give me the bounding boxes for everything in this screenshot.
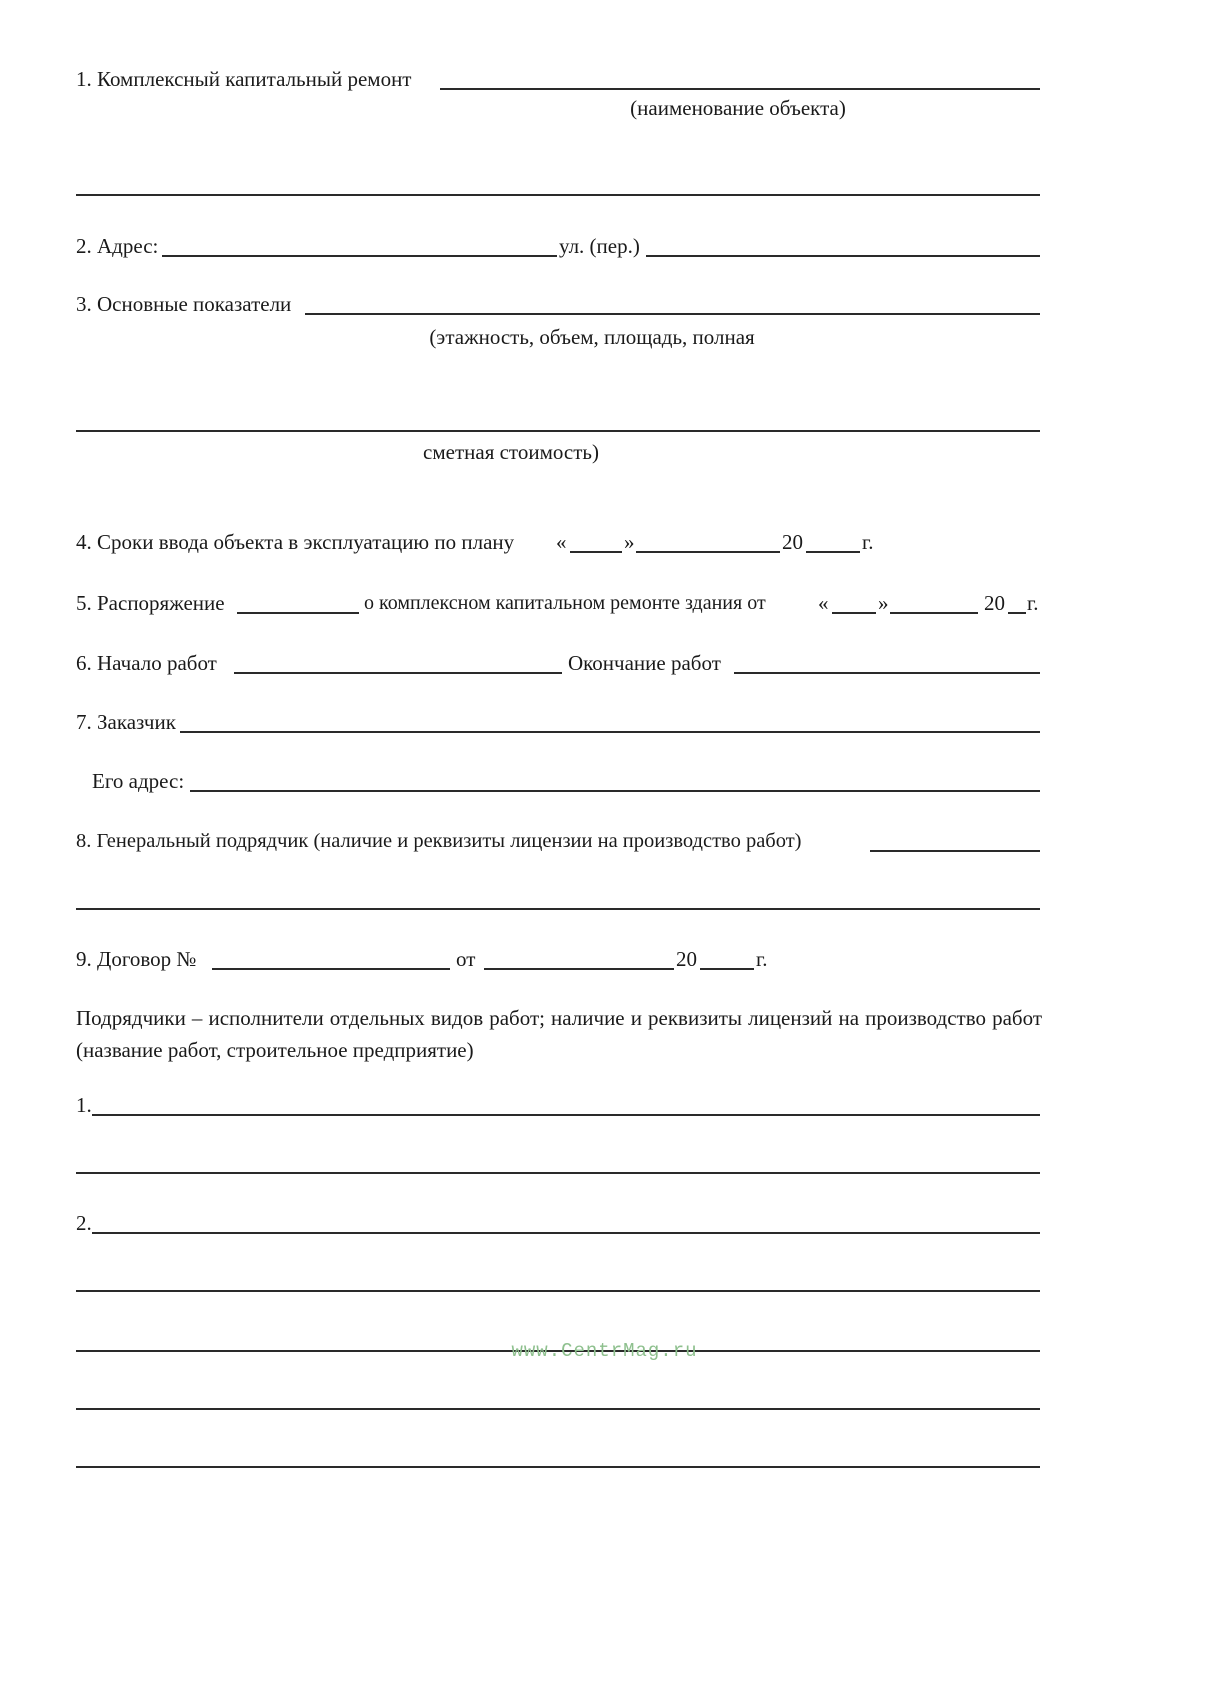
contractor-entry-2-label: 2.: [76, 1211, 92, 1235]
contract-number-field[interactable]: [212, 968, 450, 970]
contractor-entry-2-field[interactable]: [92, 1232, 1040, 1234]
order-middle-text: о комплексном капитальном ремонте здания от: [364, 592, 766, 614]
estimate-caption: сметная стоимость): [423, 440, 599, 464]
quote-close: »: [878, 591, 889, 615]
address-label: 2. Адрес:: [76, 234, 159, 258]
contractor-entry-1-field[interactable]: [92, 1114, 1040, 1116]
customer-address-field[interactable]: [190, 790, 1040, 792]
order-year-field[interactable]: [1008, 612, 1026, 614]
order-day-field[interactable]: [832, 612, 876, 614]
watermark: www.CentrMag.ru: [511, 1340, 698, 1362]
year-suffix: г.: [756, 947, 768, 971]
customer-field[interactable]: [180, 731, 1040, 733]
contract-year-field[interactable]: [700, 968, 754, 970]
address-field[interactable]: [162, 255, 557, 257]
commissioning-label: 4. Сроки ввода объекта в эксплуатацию по плану: [76, 530, 515, 554]
order-month-field[interactable]: [890, 612, 978, 614]
year-prefix: 20: [676, 947, 697, 971]
year-suffix: г.: [862, 530, 874, 554]
object-name-field[interactable]: [440, 88, 1040, 90]
work-end-label: Окончание работ: [568, 651, 721, 675]
general-contractor-field-continued[interactable]: [76, 908, 1040, 910]
contract-label: 9. Договор №: [76, 947, 197, 971]
contractor-entry-2-field-continued[interactable]: [76, 1290, 1040, 1292]
contractors-description: Подрядчики – исполнители отдельных видов работ; наличие и реквизиты лицензий на производство работ (название работ, строительное предприятие): [76, 1006, 1042, 1062]
contract-date-field[interactable]: [484, 968, 674, 970]
quote-open: «: [556, 530, 567, 554]
object-name-field-continued[interactable]: [76, 194, 1040, 196]
main-indicators-label: 3. Основные показатели: [76, 292, 292, 316]
work-end-field[interactable]: [734, 672, 1040, 674]
street-field[interactable]: [646, 255, 1040, 257]
extra-line-2[interactable]: [76, 1408, 1040, 1410]
extra-line-3[interactable]: [76, 1466, 1040, 1468]
general-contractor-field[interactable]: [870, 850, 1040, 852]
quote-close: »: [624, 530, 635, 554]
order-label: 5. Распоряжение: [76, 591, 225, 615]
quote-open: «: [818, 591, 829, 615]
main-indicators-field[interactable]: [305, 313, 1040, 315]
main-indicators-caption: (этажность, объем, площадь, полная: [429, 325, 755, 349]
general-contractor-label: 8. Генеральный подрядчик (наличие и реквизиты лицензии на производство работ): [76, 830, 802, 852]
contractor-entry-1-label: 1.: [76, 1093, 92, 1117]
item1-label: 1. Комплексный капитальный ремонт: [76, 67, 412, 91]
commissioning-month-field[interactable]: [636, 551, 780, 553]
work-start-field[interactable]: [234, 672, 562, 674]
customer-address-label: Его адрес:: [92, 769, 185, 793]
contract-from-label: от: [456, 947, 476, 971]
commissioning-year-field[interactable]: [806, 551, 860, 553]
year-suffix: г.: [1027, 591, 1039, 615]
commissioning-day-field[interactable]: [570, 551, 622, 553]
customer-label: 7. Заказчик: [76, 710, 176, 734]
order-number-field[interactable]: [237, 612, 359, 614]
work-start-label: 6. Начало работ: [76, 651, 217, 675]
main-indicators-field-continued[interactable]: [76, 430, 1040, 432]
year-prefix: 20: [782, 530, 803, 554]
contractor-entry-1-field-continued[interactable]: [76, 1172, 1040, 1174]
street-label: ул. (пер.): [559, 234, 640, 258]
object-name-caption: (наименование объекта): [630, 96, 846, 120]
year-prefix: 20: [984, 591, 1005, 615]
